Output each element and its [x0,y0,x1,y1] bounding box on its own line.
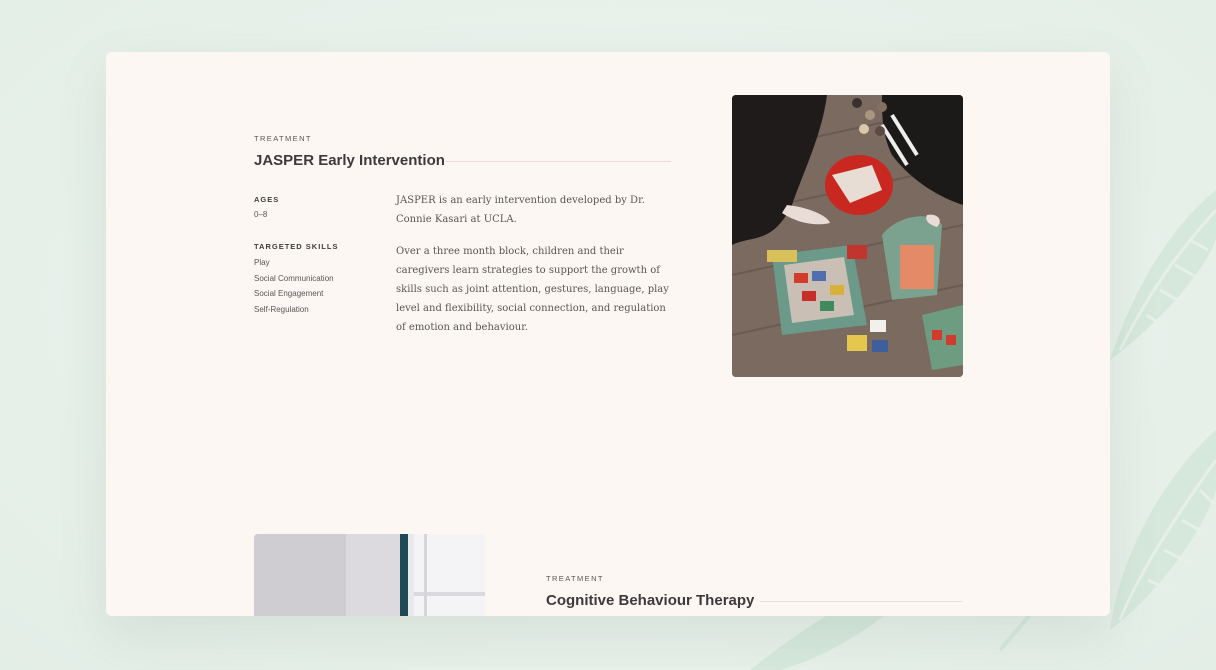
targeted-skills-heading: TARGETED SKILLS [254,242,339,251]
section-title: JASPER Early Intervention [254,152,445,169]
description-paragraph: Over a three month block, children and their caregivers learn strategies to support the growth of skills such as joint attention, gestures, language, play level and flexibility, social connection, and regulation of emotion and behaviour. [396,246,669,333]
section-eyebrow: TREATMENT [546,574,604,583]
treatments-card [106,52,1110,616]
section-title: Cognitive Behaviour Therapy [546,592,755,609]
ages-value: 0–8 [254,210,268,219]
list-item: Social Engagement [254,289,324,298]
targeted-skills-list [254,255,334,317]
list-item: Play [254,258,270,267]
list-item: Social Communication [254,273,334,283]
window-photo [254,534,485,616]
description-paragraph: JASPER is an early intervention developed by Dr. Connie Kasari at UCLA. [396,195,645,225]
list-item: Self-Regulation [254,304,309,314]
section-eyebrow: TREATMENT [254,134,312,143]
title-divider [760,601,962,602]
children-playing-photo [732,95,963,377]
title-divider [445,161,671,162]
ages-heading: AGES [254,195,280,204]
